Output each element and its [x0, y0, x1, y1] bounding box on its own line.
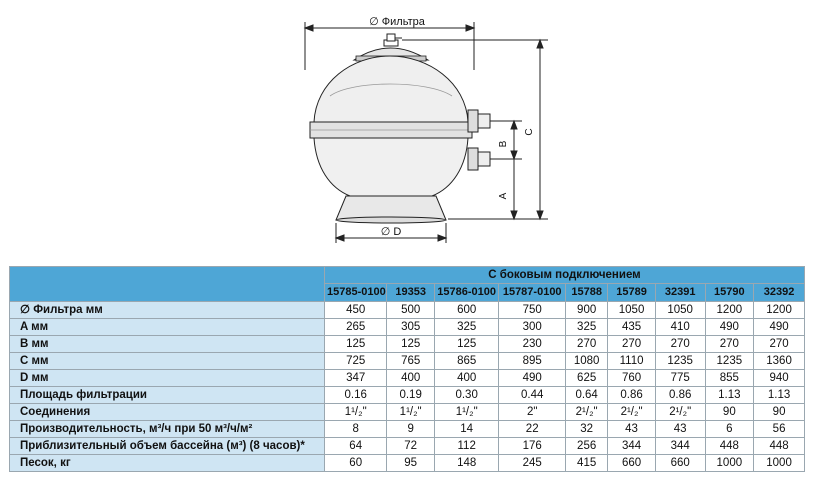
table-cell: 1¹/₂" — [387, 404, 435, 421]
table-cell: 344 — [608, 438, 656, 455]
table-cell: 90 — [754, 404, 805, 421]
table-cell: 760 — [608, 370, 656, 387]
column-code: 32392 — [754, 284, 805, 302]
table-cell: 43 — [655, 421, 705, 438]
table-cell: 347 — [325, 370, 387, 387]
row-label: C мм — [10, 353, 325, 370]
table-cell: 448 — [705, 438, 754, 455]
table-cell: 1200 — [754, 302, 805, 319]
table-row — [10, 404, 805, 421]
table-cell: 1200 — [705, 302, 754, 319]
row-label: D мм — [10, 370, 325, 387]
table-cell: 9 — [387, 421, 435, 438]
table-row — [10, 370, 805, 387]
table-cell: 410 — [655, 319, 705, 336]
row-label: B мм — [10, 336, 325, 353]
table-cell: 1¹/₂" — [434, 404, 498, 421]
table-cell: 500 — [387, 302, 435, 319]
table-row — [10, 336, 805, 353]
table-cell: 305 — [387, 319, 435, 336]
table-cell: 725 — [325, 353, 387, 370]
table-cell: 2" — [499, 404, 566, 421]
table-cell: 1235 — [655, 353, 705, 370]
table-cell: 940 — [754, 370, 805, 387]
table-row — [10, 387, 805, 404]
table-cell: 64 — [325, 438, 387, 455]
column-code: 32391 — [655, 284, 705, 302]
row-label: Приблизительный объем бассейна (м³) (8 часов)* — [10, 438, 325, 455]
table-cell: 490 — [705, 319, 754, 336]
table-cell: 435 — [608, 319, 656, 336]
table-cell: 90 — [705, 404, 754, 421]
table-cell: 2¹/₂" — [608, 404, 656, 421]
table-cell: 0.30 — [434, 387, 498, 404]
table-cell: 1000 — [754, 455, 805, 472]
table-row — [10, 438, 805, 455]
table-cell: 270 — [608, 336, 656, 353]
table-cell: 8 — [325, 421, 387, 438]
table-cell: 325 — [434, 319, 498, 336]
table-cell: 1050 — [655, 302, 705, 319]
table-cell: 60 — [325, 455, 387, 472]
table-cell: 625 — [566, 370, 608, 387]
table-cell: 865 — [434, 353, 498, 370]
column-code: 15786-0100 — [434, 284, 498, 302]
row-label: A мм — [10, 319, 325, 336]
table-cell: 0.16 — [325, 387, 387, 404]
table-cell: 125 — [387, 336, 435, 353]
table-cell: 6 — [705, 421, 754, 438]
table-cell: 400 — [434, 370, 498, 387]
table-cell: 490 — [499, 370, 566, 387]
table-cell: 72 — [387, 438, 435, 455]
table-corner — [10, 267, 325, 302]
column-code: 19353 — [387, 284, 435, 302]
table-group-header-row — [10, 267, 805, 284]
table-cell: 125 — [325, 336, 387, 353]
table-cell: 230 — [499, 336, 566, 353]
column-code: 15788 — [566, 284, 608, 302]
table-cell: 448 — [754, 438, 805, 455]
table-cell: 2¹/₂" — [655, 404, 705, 421]
table-cell: 1050 — [608, 302, 656, 319]
table-cell: 600 — [434, 302, 498, 319]
base-diameter-label: ∅ D — [380, 226, 402, 238]
table-cell: 148 — [434, 455, 498, 472]
dimension-c-label: C — [524, 128, 535, 136]
table-cell: 270 — [754, 336, 805, 353]
table-row — [10, 319, 805, 336]
table-cell: 56 — [754, 421, 805, 438]
table-cell: 415 — [566, 455, 608, 472]
row-label: ∅ Фильтра мм — [10, 302, 325, 319]
table-cell: 895 — [499, 353, 566, 370]
table-cell: 22 — [499, 421, 566, 438]
table-cell: 32 — [566, 421, 608, 438]
table-cell: 1.13 — [754, 387, 805, 404]
dimension-a-label: A — [498, 192, 509, 200]
table-cell: 176 — [499, 438, 566, 455]
filter-tank — [310, 34, 490, 223]
table-cell: 265 — [325, 319, 387, 336]
table-cell: 256 — [566, 438, 608, 455]
table-cell: 750 — [499, 302, 566, 319]
table-cell: 0.86 — [655, 387, 705, 404]
table-cell: 0.64 — [566, 387, 608, 404]
table-cell: 112 — [434, 438, 498, 455]
column-code: 15785-0100 — [325, 284, 387, 302]
table-cell: 95 — [387, 455, 435, 472]
table-cell: 270 — [705, 336, 754, 353]
dimension-b-label: B — [498, 140, 509, 148]
row-label: Площадь фильтрации — [10, 387, 325, 404]
table-body — [10, 302, 805, 472]
table-cell: 400 — [387, 370, 435, 387]
filter-diameter-label: ∅ Фильтра — [369, 16, 425, 28]
table-cell: 1.13 — [705, 387, 754, 404]
table-cell: 1080 — [566, 353, 608, 370]
table-row — [10, 302, 805, 319]
table-cell: 490 — [754, 319, 805, 336]
spec-table — [9, 266, 805, 472]
row-label: Производительность, м³/ч при 50 м³/ч/м² — [10, 421, 325, 438]
table-cell: 2¹/₂" — [566, 404, 608, 421]
column-code: 15789 — [608, 284, 656, 302]
table-row — [10, 353, 805, 370]
row-label: Песок, кг — [10, 455, 325, 472]
table-cell: 1360 — [754, 353, 805, 370]
table-cell: 900 — [566, 302, 608, 319]
table-cell: 1235 — [705, 353, 754, 370]
table-cell: 0.44 — [499, 387, 566, 404]
table-cell: 660 — [608, 455, 656, 472]
table-cell: 43 — [608, 421, 656, 438]
table-cell: 125 — [434, 336, 498, 353]
column-code: 15790 — [705, 284, 754, 302]
table-cell: 765 — [387, 353, 435, 370]
table-cell: 0.86 — [608, 387, 656, 404]
column-code: 15787-0100 — [499, 284, 566, 302]
table-cell: 14 — [434, 421, 498, 438]
table-cell: 245 — [499, 455, 566, 472]
table-cell: 0.19 — [387, 387, 435, 404]
table-cell: 300 — [499, 319, 566, 336]
table-cell: 1000 — [705, 455, 754, 472]
table-cell: 325 — [566, 319, 608, 336]
table-row — [10, 455, 805, 472]
table-cell: 270 — [566, 336, 608, 353]
table-row — [10, 421, 805, 438]
table-cell: 775 — [655, 370, 705, 387]
table-cell: 855 — [705, 370, 754, 387]
table-cell: 660 — [655, 455, 705, 472]
table-cell: 450 — [325, 302, 387, 319]
table-cell: 1110 — [608, 353, 656, 370]
table-cell: 1¹/₂" — [325, 404, 387, 421]
table-cell: 344 — [655, 438, 705, 455]
group-title: С боковым подключением — [325, 267, 805, 284]
row-label: Соединения — [10, 404, 325, 421]
table-cell: 270 — [655, 336, 705, 353]
